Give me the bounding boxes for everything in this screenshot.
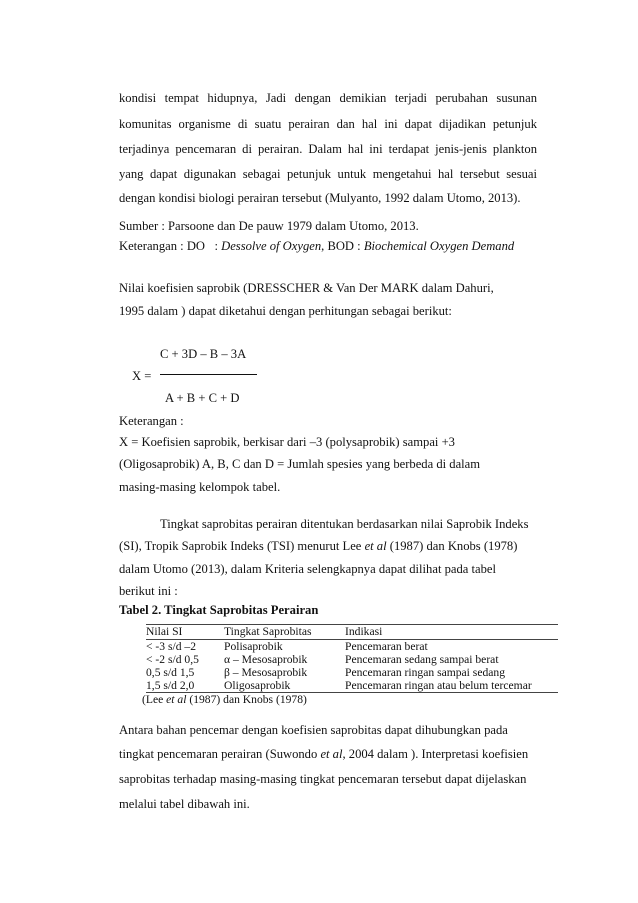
table-row <box>146 679 558 692</box>
paragraph1-line5: dengan kondisi biologi perairan tersebut (Mulyanto, 1992 dalam Utomo, 2013). <box>119 191 521 205</box>
cell-tingkat: β – Mesosaprobik <box>224 666 308 679</box>
keterangan-line <box>119 238 537 254</box>
formula-denominator: A + B + C + D <box>165 391 240 405</box>
bod-definition: Biochemical Oxygen Demand <box>363 239 515 253</box>
cell-indikasi: Pencemaran berat <box>345 640 428 653</box>
formula-lhs: X = <box>132 369 152 383</box>
table-row <box>146 640 558 653</box>
header-nilai-si: Nilai SI <box>146 625 183 638</box>
paragraph4-line4: melalui tabel dibawah ini. <box>119 797 250 811</box>
cell-nilai-si: 0,5 s/d 1,5 <box>146 666 195 679</box>
keterangan2-line3: (Oligosaprobik) A, B, C dan D = Jumlah spesies yang berbeda di dalam <box>119 457 481 471</box>
cell-nilai-si: 1,5 s/d 2,0 <box>146 679 195 692</box>
saprobity-table <box>142 624 558 706</box>
cell-tingkat: Oligosaprobik <box>224 679 291 692</box>
paragraph1-line4: yang dapat digunakan sebagai petunjuk untuk mengetahui hal tersebut sesuai <box>119 167 537 181</box>
paragraph3-line2 <box>119 538 537 554</box>
paragraph2-line1: Nilai koefisien saprobik (DRESSCHER & Van Der MARK dalam Dahuri, <box>119 281 494 295</box>
paragraph4-line2-b: , 2004 dalam ). Interpretasi koefisien <box>342 747 529 761</box>
cell-nilai-si: < -3 s/d –2 <box>146 640 197 653</box>
table-header-row <box>146 625 558 639</box>
do-definition: Dessolve of Oxygen <box>221 239 322 253</box>
keterangan2-line1: Keterangan : <box>119 414 184 428</box>
paragraph3-line2-b: (1987) dan Knobs (1978) <box>386 539 518 553</box>
table-source <box>142 693 558 706</box>
paragraph4-line2 <box>119 746 537 762</box>
cell-tingkat: Polisaprobik <box>224 640 283 653</box>
table-row <box>146 666 558 679</box>
cell-indikasi: Pencemaran ringan sampai sedang <box>345 666 505 679</box>
paragraph3-line4: berikut ini : <box>119 584 178 598</box>
cell-indikasi: Pencemaran sedang sampai berat <box>345 653 499 666</box>
formula-numerator: C + 3D – B – 3A <box>160 347 247 361</box>
paragraph3-line1: Tingkat saprobitas perairan ditentukan berdasarkan nilai Saprobik Indeks <box>160 517 529 531</box>
table-source-etal: et al <box>166 693 187 706</box>
keterangan-middle: , BOD : <box>321 239 364 253</box>
table-row <box>146 653 558 666</box>
paragraph4-line2-a: tingkat pencemaran perairan (Suwondo <box>119 747 321 761</box>
keterangan-prefix: Keterangan : DO : <box>119 239 222 253</box>
paragraph1-line2: komunitas organisme di suatu perairan dan hal ini dapat dijadikan petunjuk <box>119 117 537 131</box>
cell-nilai-si: < -2 s/d 0,5 <box>146 653 199 666</box>
paragraph4-etal: et al <box>320 747 343 761</box>
table-source-b: (1987) dan Knobs (1978) <box>186 693 307 706</box>
paragraph3-etal: et al <box>364 539 387 553</box>
keterangan2-line4: masing-masing kelompok tabel. <box>119 480 281 494</box>
paragraph2-line2: 1995 dalam ) dapat diketahui dengan perhitungan sebagai berikut: <box>119 304 452 318</box>
paragraph3-line2-a: (SI), Tropik Saprobik Indeks (TSI) menurut Lee <box>119 539 365 553</box>
paragraph1-line3: terjadinya pencemaran di perairan. Dalam hal ini terdapat jenis-jenis plankton <box>119 142 537 156</box>
paragraph3-line3: dalam Utomo (2013), dalam Kriteria selengkapnya dapat dilihat pada tabel <box>119 562 496 576</box>
header-indikasi: Indikasi <box>345 625 383 638</box>
keterangan2-line2: X = Koefisien saprobik, berkisar dari –3 (polysaprobik) sampai +3 <box>119 435 455 449</box>
table-source-a: (Lee <box>142 693 167 706</box>
paragraph4-line3: saprobitas terhadap masing-masing tingkat pencemaran tersebut dapat dijelaskan <box>119 772 527 786</box>
cell-tingkat: α – Mesosaprobik <box>224 653 308 666</box>
table-caption: Tabel 2. Tingkat Saprobitas Perairan <box>119 603 319 617</box>
header-tingkat-saprobitas: Tingkat Saprobitas <box>224 625 312 638</box>
source-line: Sumber : Parsoone dan De pauw 1979 dalam Utomo, 2013. <box>119 219 419 233</box>
cell-indikasi: Pencemaran ringan atau belum tercemar <box>345 679 532 692</box>
paragraph1-line1: kondisi tempat hidupnya, Jadi dengan demikian terjadi perubahan susunan <box>119 91 537 105</box>
paragraph4-line1: Antara bahan pencemar dengan koefisien saprobitas dapat dihubungkan pada <box>119 723 508 737</box>
formula-fraction-bar <box>160 374 257 375</box>
